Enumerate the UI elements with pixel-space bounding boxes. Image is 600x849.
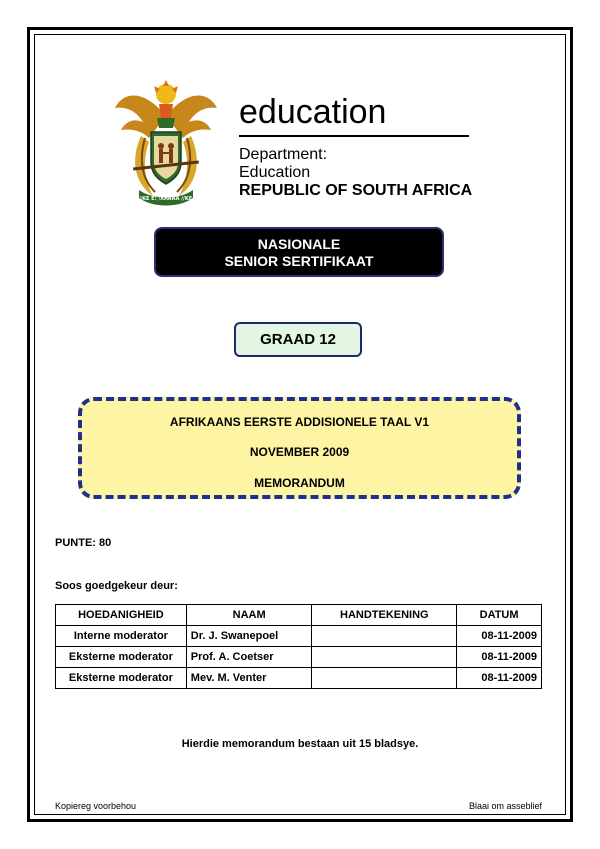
row-signature xyxy=(312,668,457,689)
row-name: Dr. J. Swanepoel xyxy=(186,626,312,647)
header-date: DATUM xyxy=(457,605,542,626)
brand-wordmark: education xyxy=(239,93,387,131)
header-capacity: HOEDANIGHEID xyxy=(56,605,187,626)
exam-session: NOVEMBER 2009 xyxy=(249,445,350,459)
department-name: Education xyxy=(239,164,311,181)
footer-copyright: Kopiereg voorbehou xyxy=(55,801,137,811)
row-name: Prof. A. Coetser xyxy=(186,647,312,668)
row-signature xyxy=(312,626,457,647)
header-signature: HANDTEKENING xyxy=(312,605,457,626)
page-count-note: Hierdie memorandum bestaan uit 15 bladsye. xyxy=(181,738,419,750)
table-row xyxy=(56,668,542,689)
header-name: NAAM xyxy=(186,605,312,626)
grade-box: GRAAD 12 xyxy=(234,322,362,357)
certificate-line2: SENIOR SERTIFIKAAT xyxy=(224,253,374,269)
approved-by-label: Soos goedgekeur deur: xyxy=(55,580,178,592)
country-name: REPUBLIC OF SOUTH AFRICA xyxy=(239,182,473,199)
document-type: MEMORANDUM xyxy=(254,476,345,490)
certificate-line1: NASIONALE xyxy=(257,236,341,252)
certificate-banner xyxy=(154,227,444,277)
row-role: Eksterne moderator xyxy=(56,647,187,668)
brand-rule xyxy=(239,135,469,137)
row-date: 08-11-2009 xyxy=(457,626,542,647)
subject-title: AFRIKAANS EERSTE ADDISIONELE TAAL V1 xyxy=(169,415,430,429)
department-label: Department: xyxy=(239,146,328,163)
row-signature xyxy=(312,647,457,668)
table-row xyxy=(56,626,542,647)
row-date: 08-11-2009 xyxy=(457,647,542,668)
coat-of-arms-emblem xyxy=(113,78,219,208)
row-role: Interne moderator xyxy=(56,626,187,647)
total-marks: PUNTE: 80 xyxy=(55,537,112,549)
row-role: Eksterne moderator xyxy=(56,668,187,689)
footer-turn-over: Blaai om asseblief xyxy=(468,801,542,811)
row-date: 08-11-2009 xyxy=(457,668,542,689)
table-header-row xyxy=(56,605,542,626)
row-name: Mev. M. Venter xyxy=(186,668,312,689)
emblem-motto: !KE E: /XARRA //KE xyxy=(139,196,193,202)
subject-box xyxy=(78,397,521,499)
table-row xyxy=(56,647,542,668)
moderation-table xyxy=(55,604,542,689)
